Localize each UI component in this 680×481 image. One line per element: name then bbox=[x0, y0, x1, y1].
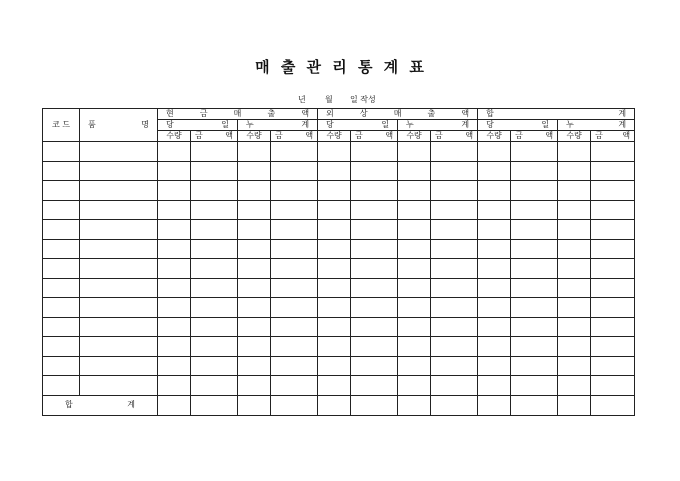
group-header-1 bbox=[318, 109, 478, 120]
input-cell[interactable] bbox=[431, 142, 478, 162]
group-header-2 bbox=[478, 109, 635, 120]
input-cell[interactable] bbox=[431, 376, 478, 396]
input-cell[interactable] bbox=[43, 259, 80, 279]
input-cell[interactable] bbox=[591, 376, 635, 396]
cumulative-header bbox=[238, 120, 318, 131]
table-row bbox=[43, 220, 635, 240]
input-cell[interactable] bbox=[351, 317, 398, 337]
input-cell[interactable] bbox=[511, 337, 558, 357]
input-cell[interactable] bbox=[398, 220, 431, 240]
input-cell[interactable] bbox=[80, 220, 158, 240]
amount-label: 금 액 bbox=[595, 131, 631, 140]
cumulative-header bbox=[398, 120, 478, 131]
input-cell[interactable] bbox=[271, 181, 318, 201]
quantity-header: 수량 bbox=[398, 131, 431, 142]
input-cell[interactable] bbox=[238, 337, 271, 357]
input-cell[interactable] bbox=[478, 278, 511, 298]
input-cell[interactable] bbox=[158, 142, 191, 162]
input-cell[interactable] bbox=[43, 317, 80, 337]
input-cell[interactable] bbox=[158, 161, 191, 181]
input-cell[interactable] bbox=[271, 356, 318, 376]
table-row bbox=[43, 142, 635, 162]
input-cell[interactable] bbox=[43, 278, 80, 298]
quantity-header: 수량 bbox=[318, 131, 351, 142]
total-label-cell: 합 계 bbox=[43, 395, 158, 415]
input-cell[interactable] bbox=[271, 220, 318, 240]
input-cell[interactable] bbox=[318, 376, 351, 396]
input-cell[interactable] bbox=[271, 317, 318, 337]
input-cell[interactable] bbox=[558, 220, 591, 240]
input-cell[interactable] bbox=[591, 259, 635, 279]
input-cell[interactable] bbox=[158, 298, 191, 318]
input-cell[interactable] bbox=[318, 317, 351, 337]
table-row bbox=[43, 161, 635, 181]
input-cell[interactable] bbox=[351, 181, 398, 201]
input-cell[interactable] bbox=[558, 142, 591, 162]
input-cell[interactable] bbox=[238, 181, 271, 201]
input-cell[interactable] bbox=[511, 376, 558, 396]
input-cell[interactable] bbox=[591, 278, 635, 298]
quantity-header: 수량 bbox=[238, 131, 271, 142]
input-cell[interactable] bbox=[43, 220, 80, 240]
input-cell[interactable] bbox=[398, 259, 431, 279]
input-cell[interactable] bbox=[238, 161, 271, 181]
input-cell[interactable] bbox=[191, 220, 238, 240]
quantity-header: 수량 bbox=[158, 131, 191, 142]
input-cell[interactable] bbox=[431, 337, 478, 357]
input-cell[interactable] bbox=[478, 161, 511, 181]
input-cell[interactable] bbox=[398, 181, 431, 201]
input-cell[interactable] bbox=[351, 200, 398, 220]
input-cell[interactable] bbox=[43, 337, 80, 357]
quantity-header: 수량 bbox=[558, 131, 591, 142]
input-cell[interactable] bbox=[398, 356, 431, 376]
input-cell[interactable] bbox=[80, 317, 158, 337]
input-cell[interactable] bbox=[191, 376, 238, 396]
input-cell[interactable] bbox=[478, 317, 511, 337]
input-cell[interactable] bbox=[591, 356, 635, 376]
input-cell[interactable] bbox=[318, 142, 351, 162]
quantity-header: 수량 bbox=[478, 131, 511, 142]
input-cell[interactable] bbox=[271, 278, 318, 298]
total-cell[interactable] bbox=[478, 395, 511, 415]
table-row bbox=[43, 298, 635, 318]
group-header-0 bbox=[158, 109, 318, 120]
input-cell[interactable] bbox=[431, 278, 478, 298]
input-cell[interactable] bbox=[478, 181, 511, 201]
input-cell[interactable] bbox=[158, 181, 191, 201]
input-cell[interactable] bbox=[158, 356, 191, 376]
input-cell[interactable] bbox=[478, 298, 511, 318]
input-cell[interactable] bbox=[158, 376, 191, 396]
input-cell[interactable] bbox=[43, 181, 80, 201]
input-cell[interactable] bbox=[158, 239, 191, 259]
input-cell[interactable] bbox=[80, 181, 158, 201]
input-cell[interactable] bbox=[591, 220, 635, 240]
input-cell[interactable] bbox=[558, 278, 591, 298]
table-row bbox=[43, 259, 635, 279]
day-written-label: 일 작성 bbox=[350, 95, 376, 104]
input-cell[interactable] bbox=[80, 278, 158, 298]
amount-header bbox=[351, 131, 398, 142]
input-cell[interactable] bbox=[558, 239, 591, 259]
input-cell[interactable] bbox=[511, 181, 558, 201]
input-cell[interactable] bbox=[191, 142, 238, 162]
input-cell[interactable] bbox=[191, 239, 238, 259]
total-cell[interactable] bbox=[158, 395, 191, 415]
sales-statistics-table bbox=[42, 108, 635, 416]
input-cell[interactable] bbox=[558, 181, 591, 201]
input-cell[interactable] bbox=[478, 356, 511, 376]
input-cell[interactable] bbox=[158, 278, 191, 298]
input-cell[interactable] bbox=[80, 298, 158, 318]
input-cell[interactable] bbox=[158, 220, 191, 240]
input-cell[interactable] bbox=[238, 259, 271, 279]
input-cell[interactable] bbox=[271, 337, 318, 357]
total-cell[interactable] bbox=[511, 395, 558, 415]
input-cell[interactable] bbox=[351, 356, 398, 376]
input-cell[interactable] bbox=[271, 142, 318, 162]
input-cell[interactable] bbox=[591, 161, 635, 181]
input-cell[interactable] bbox=[431, 317, 478, 337]
input-cell[interactable] bbox=[43, 142, 80, 162]
input-cell[interactable] bbox=[80, 376, 158, 396]
input-cell[interactable] bbox=[271, 200, 318, 220]
input-cell[interactable] bbox=[398, 376, 431, 396]
input-cell[interactable] bbox=[591, 337, 635, 357]
cumulative-label: 누 계 bbox=[406, 120, 470, 129]
total-cell[interactable] bbox=[558, 395, 591, 415]
input-cell[interactable] bbox=[318, 220, 351, 240]
table-row bbox=[43, 200, 635, 220]
input-cell[interactable] bbox=[511, 220, 558, 240]
group-label: 합 계 bbox=[486, 109, 627, 118]
page-title: 매 출 관 리 통 계 표 bbox=[255, 58, 425, 76]
input-cell[interactable] bbox=[238, 376, 271, 396]
input-cell[interactable] bbox=[398, 298, 431, 318]
input-cell[interactable] bbox=[511, 317, 558, 337]
total-row bbox=[43, 395, 635, 415]
input-cell[interactable] bbox=[158, 200, 191, 220]
total-cell[interactable] bbox=[318, 395, 351, 415]
input-cell[interactable] bbox=[511, 356, 558, 376]
input-cell[interactable] bbox=[431, 298, 478, 318]
input-cell[interactable] bbox=[238, 278, 271, 298]
amount-label: 금 액 bbox=[275, 131, 314, 140]
input-cell[interactable] bbox=[80, 161, 158, 181]
input-cell[interactable] bbox=[558, 376, 591, 396]
input-cell[interactable] bbox=[80, 259, 158, 279]
input-cell[interactable] bbox=[191, 298, 238, 318]
input-cell[interactable] bbox=[398, 337, 431, 357]
input-cell[interactable] bbox=[351, 220, 398, 240]
input-cell[interactable] bbox=[43, 298, 80, 318]
input-cell[interactable] bbox=[318, 200, 351, 220]
amount-header bbox=[191, 131, 238, 142]
input-cell[interactable] bbox=[80, 239, 158, 259]
input-cell[interactable] bbox=[591, 317, 635, 337]
input-cell[interactable] bbox=[558, 161, 591, 181]
input-cell[interactable] bbox=[431, 161, 478, 181]
input-cell[interactable] bbox=[558, 200, 591, 220]
total-cell[interactable] bbox=[398, 395, 431, 415]
code-header: 코 드 bbox=[43, 109, 80, 142]
cumulative-label: 누 계 bbox=[566, 120, 627, 129]
input-cell[interactable] bbox=[80, 356, 158, 376]
input-cell[interactable] bbox=[191, 337, 238, 357]
item-name-label: 품 명 bbox=[88, 120, 149, 129]
input-cell[interactable] bbox=[478, 142, 511, 162]
input-cell[interactable] bbox=[238, 220, 271, 240]
input-cell[interactable] bbox=[558, 298, 591, 318]
input-cell[interactable] bbox=[511, 278, 558, 298]
total-cell[interactable] bbox=[191, 395, 238, 415]
input-cell[interactable] bbox=[478, 239, 511, 259]
input-cell[interactable] bbox=[431, 356, 478, 376]
total-cell[interactable] bbox=[351, 395, 398, 415]
total-cell[interactable] bbox=[431, 395, 478, 415]
input-cell[interactable] bbox=[318, 356, 351, 376]
today-header bbox=[478, 120, 558, 131]
table-row bbox=[43, 239, 635, 259]
input-cell[interactable] bbox=[591, 142, 635, 162]
input-cell[interactable] bbox=[191, 278, 238, 298]
table-row bbox=[43, 376, 635, 396]
input-cell[interactable] bbox=[398, 317, 431, 337]
table-row bbox=[43, 181, 635, 201]
input-cell[interactable] bbox=[191, 161, 238, 181]
input-cell[interactable] bbox=[318, 259, 351, 279]
input-cell[interactable] bbox=[238, 298, 271, 318]
amount-header bbox=[511, 131, 558, 142]
amount-label: 금 액 bbox=[355, 131, 394, 140]
input-cell[interactable] bbox=[43, 200, 80, 220]
today-label: 당 일 bbox=[166, 120, 229, 129]
input-cell[interactable] bbox=[318, 239, 351, 259]
input-cell[interactable] bbox=[80, 200, 158, 220]
input-cell[interactable] bbox=[191, 200, 238, 220]
input-cell[interactable] bbox=[238, 239, 271, 259]
cumulative-header bbox=[558, 120, 635, 131]
month-label: 월 bbox=[325, 95, 333, 104]
input-cell[interactable] bbox=[511, 200, 558, 220]
table-row bbox=[43, 356, 635, 376]
input-cell[interactable] bbox=[238, 200, 271, 220]
input-cell[interactable] bbox=[351, 298, 398, 318]
today-header bbox=[158, 120, 238, 131]
table-row bbox=[43, 317, 635, 337]
input-cell[interactable] bbox=[431, 181, 478, 201]
input-cell[interactable] bbox=[351, 142, 398, 162]
input-cell[interactable] bbox=[558, 356, 591, 376]
input-cell[interactable] bbox=[80, 337, 158, 357]
input-cell[interactable] bbox=[478, 259, 511, 279]
input-cell[interactable] bbox=[558, 317, 591, 337]
year-label: 년 bbox=[298, 95, 306, 104]
input-cell[interactable] bbox=[478, 337, 511, 357]
input-cell[interactable] bbox=[158, 317, 191, 337]
input-cell[interactable] bbox=[43, 239, 80, 259]
item-name-header bbox=[80, 109, 158, 142]
input-cell[interactable] bbox=[591, 239, 635, 259]
date-line bbox=[0, 94, 680, 106]
group-label: 현 금 매 출 액 bbox=[166, 109, 310, 118]
amount-label: 금 액 bbox=[195, 131, 233, 140]
input-cell[interactable] bbox=[351, 337, 398, 357]
amount-header bbox=[271, 131, 318, 142]
input-cell[interactable] bbox=[318, 337, 351, 357]
input-cell[interactable] bbox=[271, 161, 318, 181]
input-cell[interactable] bbox=[271, 376, 318, 396]
input-cell[interactable] bbox=[431, 200, 478, 220]
input-cell[interactable] bbox=[351, 376, 398, 396]
input-cell[interactable] bbox=[238, 317, 271, 337]
today-header bbox=[318, 120, 398, 131]
input-cell[interactable] bbox=[191, 356, 238, 376]
input-cell[interactable] bbox=[238, 356, 271, 376]
input-cell[interactable] bbox=[351, 259, 398, 279]
input-cell[interactable] bbox=[351, 239, 398, 259]
today-label: 당 일 bbox=[326, 120, 390, 129]
input-cell[interactable] bbox=[191, 181, 238, 201]
input-cell[interactable] bbox=[43, 356, 80, 376]
total-cell[interactable] bbox=[591, 395, 635, 415]
amount-label: 금 액 bbox=[515, 131, 554, 140]
amount-header bbox=[591, 131, 635, 142]
input-cell[interactable] bbox=[398, 239, 431, 259]
input-cell[interactable] bbox=[398, 200, 431, 220]
input-cell[interactable] bbox=[511, 239, 558, 259]
input-cell[interactable] bbox=[511, 142, 558, 162]
input-cell[interactable] bbox=[511, 161, 558, 181]
input-cell[interactable] bbox=[398, 161, 431, 181]
today-label: 당 일 bbox=[486, 120, 550, 129]
input-cell[interactable] bbox=[478, 376, 511, 396]
input-cell[interactable] bbox=[431, 239, 478, 259]
input-cell[interactable] bbox=[318, 298, 351, 318]
input-cell[interactable] bbox=[271, 239, 318, 259]
input-cell[interactable] bbox=[351, 278, 398, 298]
cumulative-label: 누 계 bbox=[246, 120, 310, 129]
input-cell[interactable] bbox=[558, 337, 591, 357]
input-cell[interactable] bbox=[271, 259, 318, 279]
input-cell[interactable] bbox=[80, 142, 158, 162]
input-cell[interactable] bbox=[191, 317, 238, 337]
input-cell[interactable] bbox=[158, 259, 191, 279]
input-cell[interactable] bbox=[511, 298, 558, 318]
total-cell[interactable] bbox=[238, 395, 271, 415]
input-cell[interactable] bbox=[318, 161, 351, 181]
table-row bbox=[43, 337, 635, 357]
input-cell[interactable] bbox=[318, 181, 351, 201]
input-cell[interactable] bbox=[558, 259, 591, 279]
input-cell[interactable] bbox=[318, 278, 351, 298]
input-cell[interactable] bbox=[351, 161, 398, 181]
input-cell[interactable] bbox=[431, 220, 478, 240]
group-label: 외 상 매 출 액 bbox=[326, 109, 470, 118]
table-row bbox=[43, 278, 635, 298]
total-cell[interactable] bbox=[271, 395, 318, 415]
input-cell[interactable] bbox=[191, 259, 238, 279]
input-cell[interactable] bbox=[398, 142, 431, 162]
input-cell[interactable] bbox=[238, 142, 271, 162]
input-cell[interactable] bbox=[158, 337, 191, 357]
input-cell[interactable] bbox=[478, 220, 511, 240]
input-cell[interactable] bbox=[398, 278, 431, 298]
amount-header bbox=[431, 131, 478, 142]
input-cell[interactable] bbox=[271, 298, 318, 318]
amount-label: 금 액 bbox=[435, 131, 474, 140]
input-cell[interactable] bbox=[478, 200, 511, 220]
input-cell[interactable] bbox=[511, 259, 558, 279]
input-cell[interactable] bbox=[431, 259, 478, 279]
input-cell[interactable] bbox=[591, 298, 635, 318]
input-cell[interactable] bbox=[43, 376, 80, 396]
input-cell[interactable] bbox=[591, 200, 635, 220]
input-cell[interactable] bbox=[43, 161, 80, 181]
input-cell[interactable] bbox=[591, 181, 635, 201]
